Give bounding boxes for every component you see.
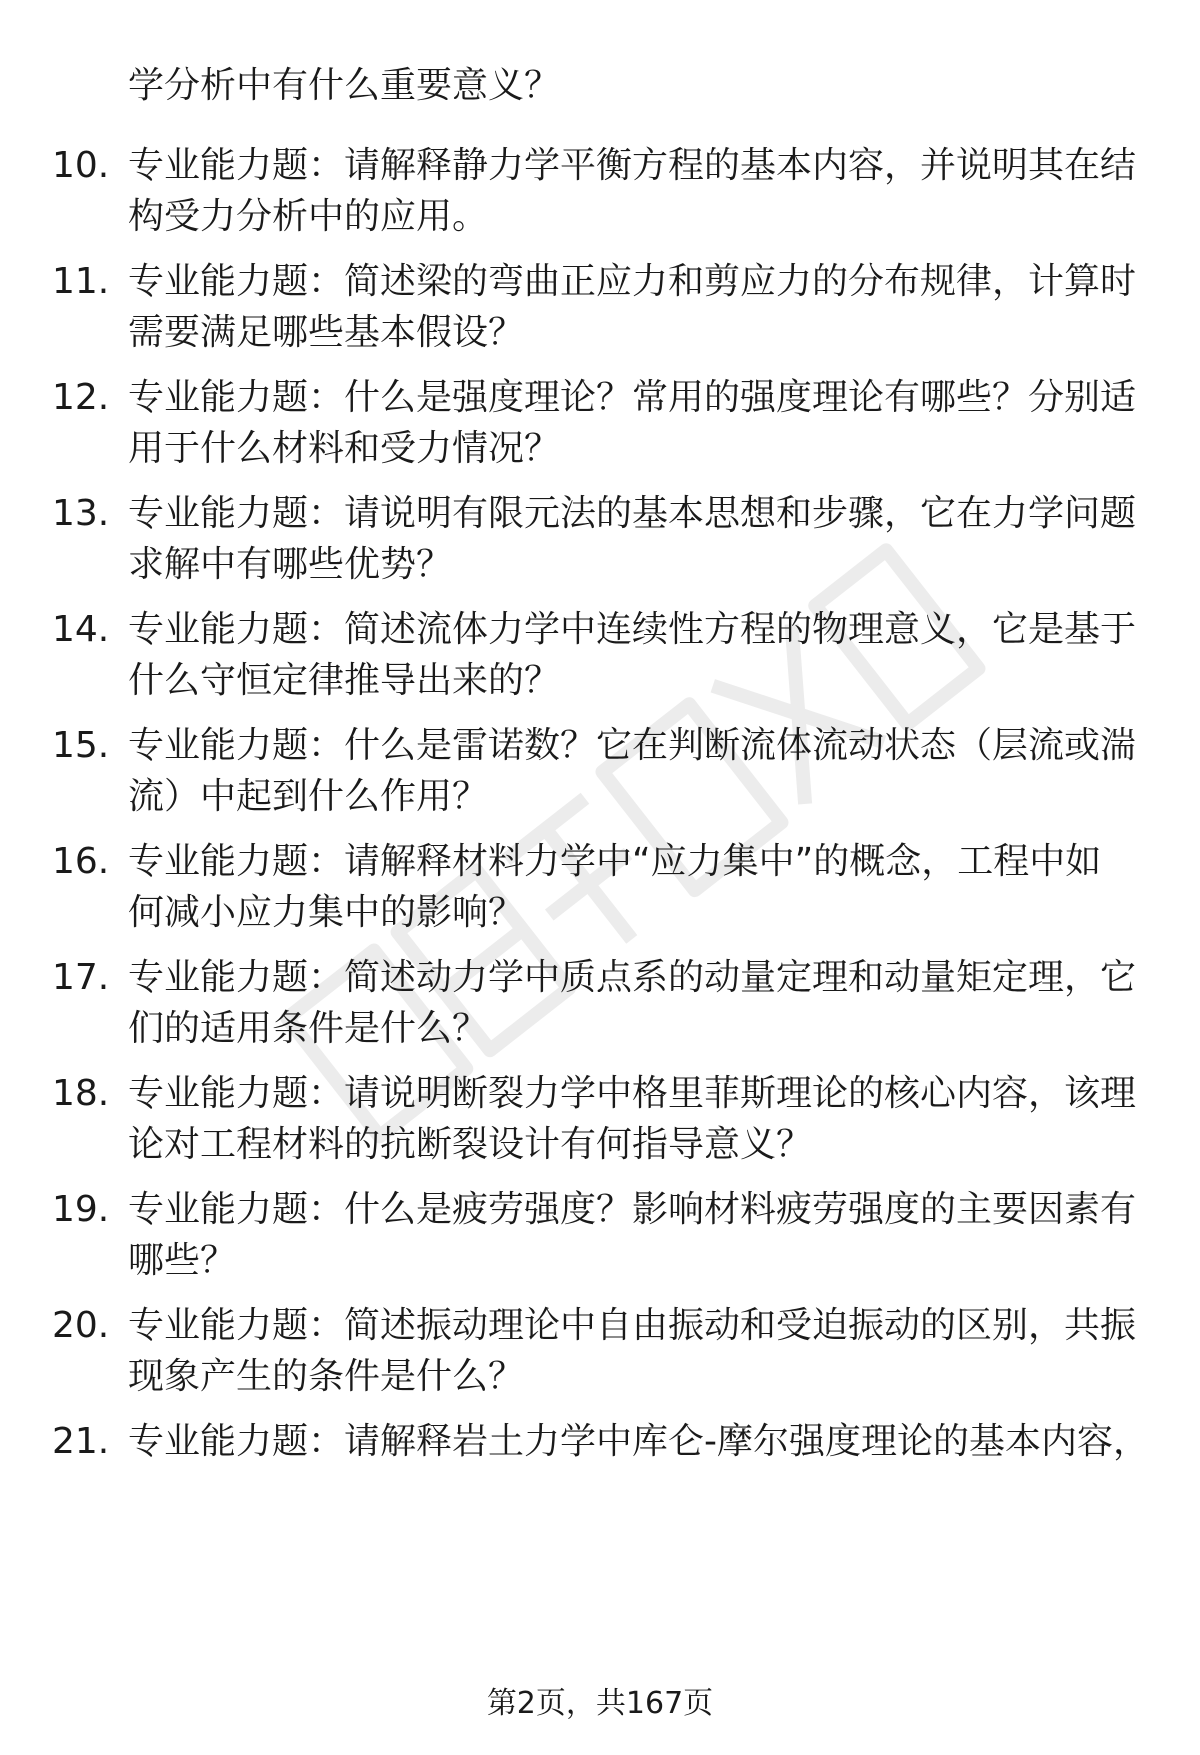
question-text-line: 专业能力题：简述梁的弯曲正应力和剪应力的分布规律，计算时: [128, 261, 1137, 302]
question-number: 12.: [52, 377, 110, 418]
question-text-line: 们的适用条件是什么？: [128, 1008, 489, 1049]
question-number: 10.: [52, 145, 110, 186]
question-text-line: 求解中有哪些优势？: [128, 544, 453, 585]
question-text-line: 专业能力题：简述动力学中质点系的动量定理和动量矩定理，它: [128, 957, 1137, 998]
question-text-line: 何减小应力集中的影响？: [128, 892, 525, 933]
question-text-line: 流）中起到什么作用？: [128, 776, 489, 817]
question-text-line: 专业能力题：请解释静力学平衡方程的基本内容，并说明其在结: [128, 145, 1137, 186]
question-number: 13.: [52, 493, 110, 534]
question-text-line: 构受力分析中的应用。: [128, 196, 489, 237]
question-number: 21.: [52, 1421, 110, 1462]
question-number: 16.: [52, 841, 110, 882]
question-text-line: 专业能力题：简述振动理论中自由振动和受迫振动的区别，共振: [128, 1305, 1137, 1346]
question-number: 14.: [52, 609, 110, 650]
question-text-line: 专业能力题：什么是疲劳强度？影响材料疲劳强度的主要因素有: [128, 1189, 1137, 1230]
question-text-line: 专业能力题：请解释岩土力学中库仑-摩尔强度理论的基本内容，: [128, 1421, 1149, 1462]
question-text-line: 专业能力题：简述流体力学中连续性方程的物理意义，它是基于: [128, 609, 1137, 650]
question-text-line: 专业能力题：请解释材料力学中“应力集中”的概念，工程中如: [128, 841, 1102, 882]
question-number: 15.: [52, 725, 110, 766]
question-text-line: 专业能力题：什么是雷诺数？它在判断流体流动状态（层流或湍: [128, 725, 1137, 766]
intro-line: 学分析中有什么重要意义？: [128, 65, 561, 106]
question-text-line: 需要满足哪些基本假设？: [128, 312, 525, 353]
question-text-line: 哪些？: [128, 1240, 237, 1281]
question-text-line: 论对工程材料的抗断裂设计有何指导意义？: [128, 1124, 813, 1165]
question-text-line: 专业能力题：请说明断裂力学中格里菲斯理论的核心内容，该理: [128, 1073, 1137, 1114]
question-text-line: 什么守恒定律推导出来的？: [128, 660, 561, 701]
question-number: 20.: [52, 1305, 110, 1346]
question-text-line: 用于什么材料和受力情况？: [128, 428, 561, 469]
question-text-line: 专业能力题：什么是强度理论？常用的强度理论有哪些？分别适: [128, 377, 1137, 418]
question-text-line: 专业能力题：请说明有限元法的基本思想和步骤，它在力学问题: [128, 493, 1137, 534]
page-footer: 第2页，共167页: [486, 1686, 714, 1721]
question-number: 18.: [52, 1073, 110, 1114]
question-number: 11.: [52, 261, 110, 302]
question-number: 19.: [52, 1189, 110, 1230]
question-number: 17.: [52, 957, 110, 998]
question-text-line: 现象产生的条件是什么？: [128, 1356, 525, 1397]
